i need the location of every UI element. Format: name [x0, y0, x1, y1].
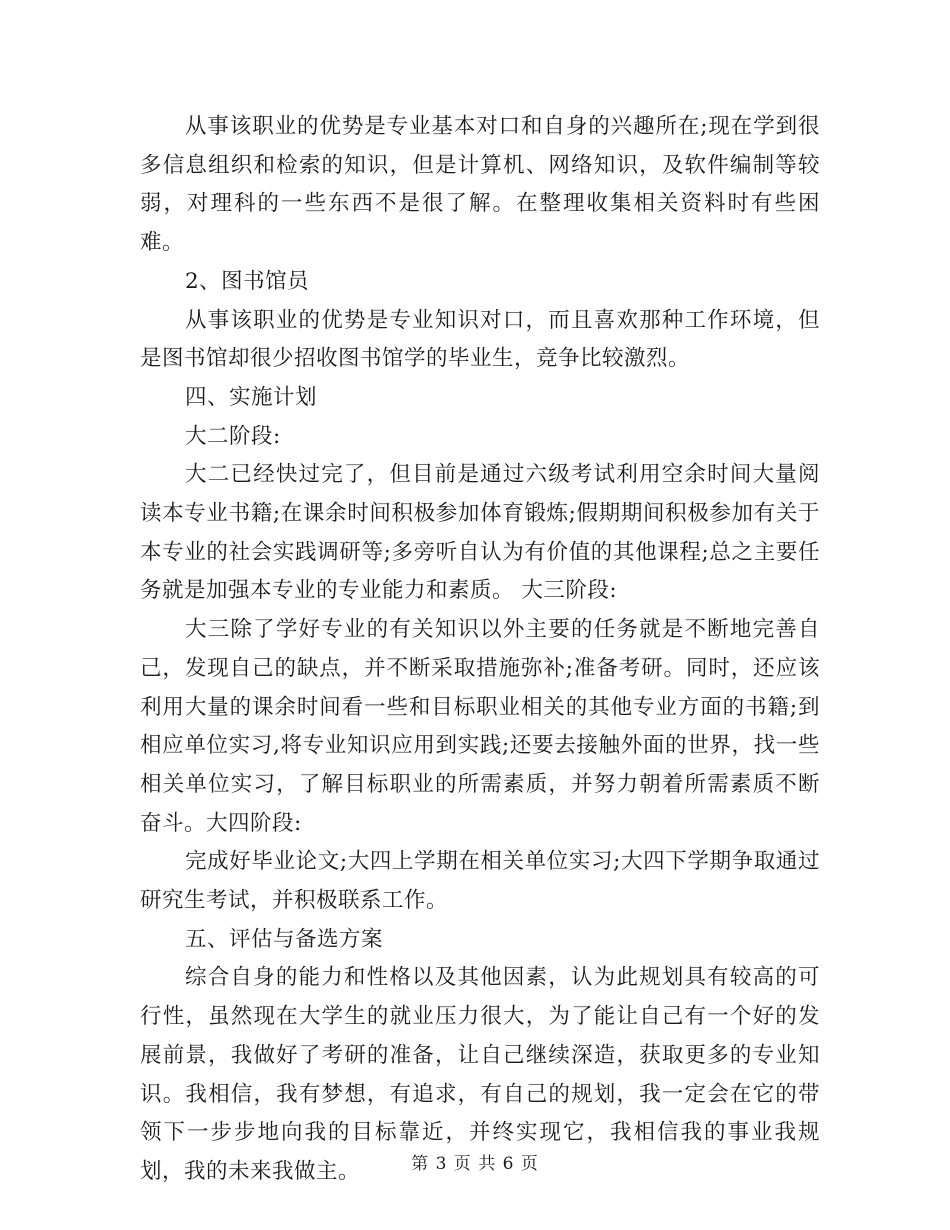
heading-evaluation-alternatives: 五、评估与备选方案 — [185, 926, 384, 952]
document-body — [140, 108, 820, 1192]
paragraph-sophomore-plan: 大二已经快过完了，但目前是通过六级考试利用空余时间大量阅读本专业书籍;在课余时间积极参加体育锻炼;假期期间积极参加有关于本专业的社会实践调研等;多旁听自认为有价值的其他课程;总之主要任务就是加强本专业的专业能力和素质。 大三阶段: — [140, 462, 820, 604]
page-number-footer: 第 3 页 共 6 页 — [411, 1154, 539, 1174]
paragraph-evaluation: 综合自身的能力和性格以及其他因素，认为此规划具有较高的可行性，虽然现在大学生的就业压力很大，为了能让自己有一个好的发展前景，我做好了考研的准备，让自己继续深造，获取更多的专业知识。我相信，我有梦想，有追求，有自己的规划，我一定会在它的带领下一步步地向我的目标靠近，并终实现它，我相信我的事业我规划，我的未来我做主。 — [140, 965, 820, 1184]
heading-implementation-plan: 四、实施计划 — [185, 384, 318, 410]
paragraph-advantage-info-job: 从事该职业的优势是专业基本对口和自身的兴趣所在;现在学到很多信息组织和检索的知识，但是计算机、网络知识，及软件编制等较弱，对理科的一些东西不是很了解。在整理收集相关资料时有些困难。 — [140, 114, 820, 256]
heading-sophomore-stage: 大二阶段: — [185, 423, 281, 449]
paragraph-junior-plan: 大三除了学好专业的有关知识以外主要的任务就是不断地完善自己，发现自己的缺点，并不断采取措施弥补;准备考研。同时，还应该利用大量的课余时间看一些和目标职业相关的其他专业方面的书籍;到相应单位实习,将专业知识应用到实践;还要去接触外面的世界，找一些相关单位实习，了解目标职业的所需素质，并努力朝着所需素质不断奋斗。大四阶段: — [140, 617, 820, 836]
heading-librarian: 2、图书馆员 — [185, 268, 310, 294]
paragraph-senior-plan: 完成好毕业论文;大四上学期在相关单位实习;大四下学期争取通过研究生考试，并积极联系工作。 — [140, 849, 820, 914]
paragraph-advantage-librarian: 从事该职业的优势是专业知识对口，而且喜欢那种工作环境，但是图书馆却很少招收图书馆学的毕业生，竞争比较激烈。 — [140, 307, 820, 372]
